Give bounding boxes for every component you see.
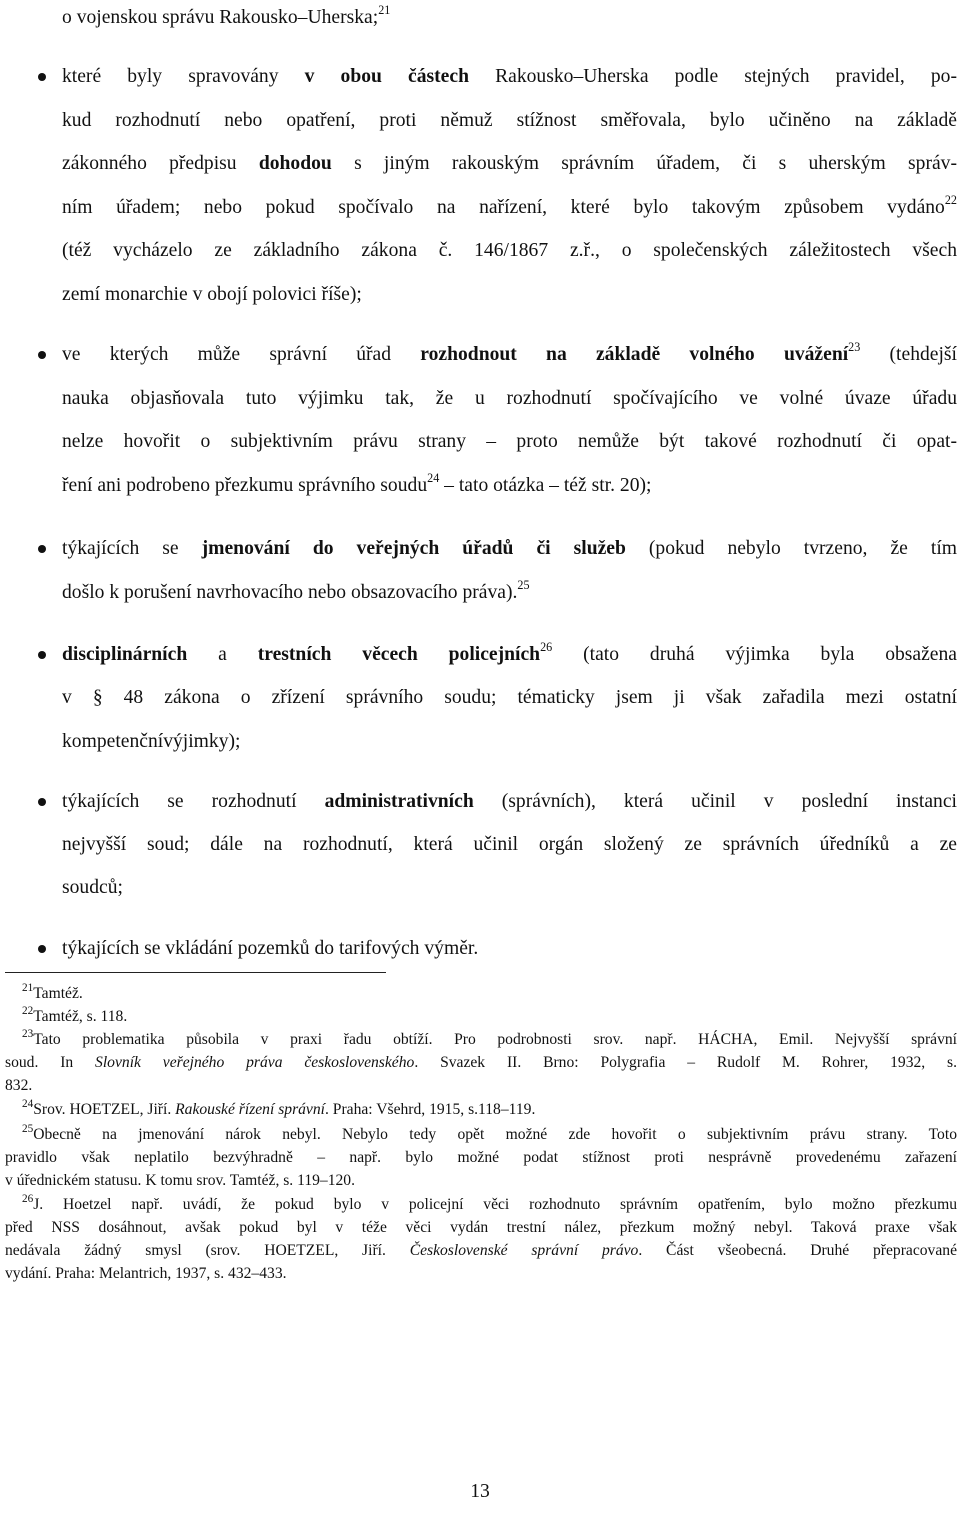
footnote-25-end: v úřednickém statusu. K tomu srov. Tamtéž, s. 119–120. (5, 1172, 356, 1189)
footnote-23: $^{23}$Tato problematika působila v praxi řadu obtíží. Pro podrobnosti srov. např. HÁCHA, Emil. Nejvyšší správní (22, 1027, 957, 1048)
text-line: týkajících se vkládání pozemků do tarifových výměr. (62, 938, 479, 959)
bullet-icon (38, 545, 46, 553)
footnote-25: $^{25}$Obecně na jmenování nárok nebyl. Nebylo tedy opět možné zde hovořit o subjektivním právu strany. Toto (22, 1122, 957, 1143)
footnote-ref[interactable]: 26 (540, 640, 553, 655)
footnote-ref[interactable]: 25 (517, 578, 530, 593)
text-line: disciplinárních a trestních věcech policejních$^{26}$ (tato druhá výjimka byla obsažena (62, 640, 957, 665)
text-line: nejvyšší soud; dále na rozhodnutí, která učinil orgán složený ze správních úředníků a ze (62, 834, 957, 855)
text-line: týkajících se jmenování do veřejných úřadů či služeb (pokud nebylo tvrzeno, že tím (62, 538, 958, 559)
text-line: kud rozhodnutí nebo opatření, proti němuž stížnost směřovala, bylo učiněno na základě (62, 110, 957, 131)
text-line: kompetenčnívýjimky); (62, 731, 241, 752)
footnote-26-end: vydání. Praha: Melantrich, 1937, s. 432–433. (5, 1265, 287, 1282)
text-line: nauka objasňovala tuto výjimku tak, že u rozhodnutí spočívajícího ve volné úvaze úřadu (62, 388, 957, 409)
text-line: ření ani podrobeno přezkumu správního soudu$^{24}$ – tato otázka – též str. 20); (62, 471, 652, 496)
footnote-24: $^{24}$Srov. HOETZEL, Jiří. Rakouské řízení správní. Praha: Všehrd, 1915, s.118–119. (22, 1097, 536, 1118)
footnote-ref[interactable]: 23 (848, 340, 861, 355)
footnote-26-cont2: nedávala žádný smysl (srov. HOETZEL, Jiří. Československé správní právo. Část všeobecná. Druhé přepracované (5, 1242, 957, 1259)
text-line: soudců; (62, 877, 123, 898)
footnote-ref[interactable]: 24 (427, 471, 440, 486)
text-line: zemí monarchie v obojí polovici říše); (62, 284, 362, 305)
footnote-26: $^{26}$J. Hoetzel např. uvádí, že pokud bylo v policejní věci rozhodnuto správním opatřením, bylo možno přezkumu (22, 1192, 957, 1213)
footnote-23-cont: soud. In Slovník veřejného práva československého. Svazek II. Brno: Polygrafia – Rudolf M. Rohrer, 1932, s. (5, 1054, 957, 1071)
text-line: které byly spravovány v obou částech Rakousko–Uherska podle stejných pravidel, po- (62, 66, 957, 87)
footnote-26-cont: před NSS dosáhnout, avšak pokud byl v téže věci vydán trestní nález, přezkum možný nebyl. Taková praxe však (5, 1219, 957, 1236)
text-line: v § 48 zákona o zřízení správního soudu; tématicky jsem ji však zařadila mezi ostatní (62, 687, 957, 708)
text-line: týkajících se rozhodnutí administrativních (správních), která učinil v poslední instanci (62, 791, 957, 812)
text-line: ním úřadem; nebo pokud spočívalo na nařízení, které bylo takovým způsobem vydáno$^{22}$ (62, 193, 957, 218)
footnote-ref[interactable]: 21 (378, 3, 391, 18)
text-line: zákonného předpisu dohodou s jiným rakouským správním úřadem, či s uherským správ- (62, 153, 957, 174)
bullet-icon (38, 798, 46, 806)
bullet-icon (38, 73, 46, 81)
footnote-23-end: 832. (5, 1077, 33, 1094)
footnote-25-cont: pravidlo však neplatilo bezvýhradně – např. bylo možné podat stížnost proti nesprávně provedenému zařazení (5, 1149, 957, 1166)
footnote-22: $^{22}$Tamtéž, s. 118. (22, 1004, 128, 1025)
text-line: ve kterých může správní úřad rozhodnout na základě volného uvážení$^{23}$ (tehdejší (62, 340, 957, 365)
bullet-icon (38, 945, 46, 953)
text-line: nelze hovořit o subjektivním právu strany – proto nemůže být takové rozhodnutí či opat- (62, 431, 957, 452)
footnote-ref[interactable]: 22 (944, 193, 957, 208)
bullet-icon (38, 351, 46, 359)
text-line: (též vycházelo ze základního zákona č. 146/1867 z.ř., o společenských záležitostech všech (62, 240, 957, 261)
text-line: došlo k porušení navrhovacího nebo obsazovacího práva).$^{25}$ (62, 578, 530, 603)
footnote-21: $^{21}$Tamtéž. (22, 981, 83, 1002)
bullet-icon (38, 651, 46, 659)
page-number: 13 (470, 1481, 490, 1502)
text-line: o vojenskou správu Rakousko–Uherska;$^{21}$ (62, 3, 391, 28)
footnote-separator (5, 972, 386, 973)
